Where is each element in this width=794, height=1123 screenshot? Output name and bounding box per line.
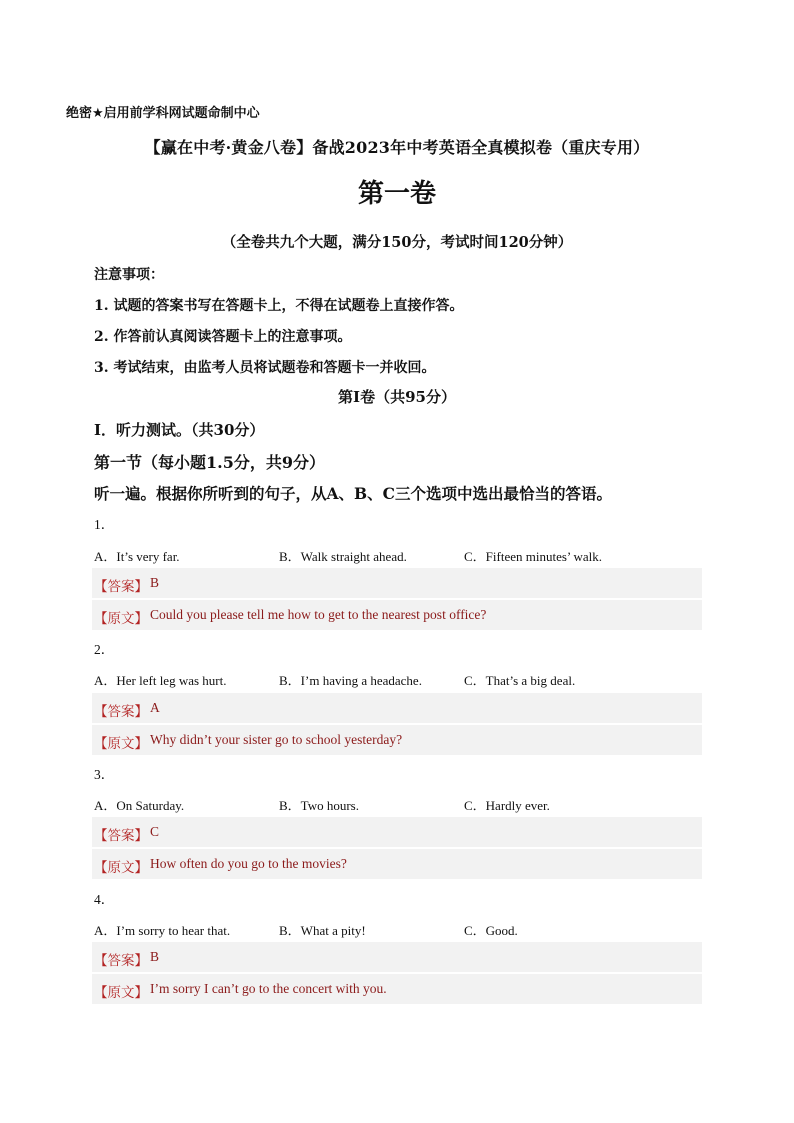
option-b: B．I’m having a headache.: [279, 673, 422, 688]
option-c: C．Fifteen minutes’ walk.: [464, 549, 603, 564]
answer-label: 【答案】: [94, 828, 148, 844]
original-row: [92, 600, 702, 630]
option-c: C．Hardly ever.: [464, 798, 550, 813]
exam-title: 【赢在中考·黄金八卷】备战2023年中考英语全真模拟卷（重庆专用）: [144, 138, 650, 157]
notice-item: 1. 试题的答案书写在答题卡上，不得在试题卷上直接作答。: [94, 298, 464, 314]
question-number: 4．: [94, 892, 115, 907]
notice-heading: 注意事项：: [94, 267, 164, 283]
option-c: C．Good.: [464, 923, 518, 938]
original-row: [92, 849, 702, 879]
option-a: A．I’m sorry to hear that.: [94, 923, 231, 938]
option-b: B．Walk straight ahead.: [279, 549, 407, 564]
instruction-text: 听一遍。根据你所听到的句子，从A、B、C三个选项中选出最恰当的答语。: [94, 484, 612, 503]
exam-info: （全卷共九个大题，满分150分，考试时间120分钟）: [221, 234, 573, 251]
original-label: 【原文】: [94, 611, 148, 627]
original-label: 【原文】: [94, 860, 148, 876]
answer-row: [92, 693, 702, 723]
answer-value: B: [150, 575, 160, 590]
original-text: How often do you go to the movies?: [150, 856, 347, 871]
original-row: [92, 974, 702, 1004]
answer-label: 【答案】: [94, 579, 148, 595]
original-text: I’m sorry I can’t go to the concert with you.: [150, 981, 387, 996]
confidential-label: 绝密★启用前学科网试题命制中心: [66, 106, 260, 121]
notice-item: 3. 考试结束，由监考人员将试题卷和答题卡一并收回。: [94, 360, 436, 376]
option-a: A．Her left leg was hurt.: [94, 673, 227, 688]
option-b: B．What a pity!: [279, 923, 366, 938]
volume-title: 第一卷: [357, 179, 436, 209]
answer-value: B: [150, 949, 160, 964]
option-a: A．On Saturday.: [94, 798, 185, 813]
option-b: B．Two hours.: [279, 798, 359, 813]
original-text: Why didn’t your sister go to school yesterday?: [150, 732, 403, 747]
original-label: 【原文】: [94, 736, 148, 752]
answer-label: 【答案】: [94, 953, 148, 969]
answer-value: C: [150, 824, 160, 839]
section-heading: Ⅰ．听力测试。（共30分）: [94, 421, 265, 439]
answer-label: 【答案】: [94, 704, 148, 720]
answer-row: [92, 817, 702, 847]
option-a: A．It’s very far.: [94, 549, 180, 564]
subsection-heading: 第一节（每小题1.5分，共9分）: [94, 453, 325, 472]
original-text: Could you please tell me how to get to the nearest post office?: [150, 607, 487, 622]
question-number: 3．: [94, 767, 115, 782]
answer-row: [92, 942, 702, 972]
question-number: 2．: [94, 642, 115, 657]
answer-row: [92, 568, 702, 598]
original-label: 【原文】: [94, 985, 148, 1001]
option-c: C．That’s a big deal.: [464, 673, 576, 688]
notice-item: 2. 作答前认真阅读答题卡上的注意事项。: [94, 329, 352, 345]
answer-value: A: [150, 700, 160, 715]
part-title: 第Ⅰ卷（共95分）: [338, 388, 456, 406]
question-number: 1．: [94, 517, 115, 532]
original-row: [92, 725, 702, 755]
